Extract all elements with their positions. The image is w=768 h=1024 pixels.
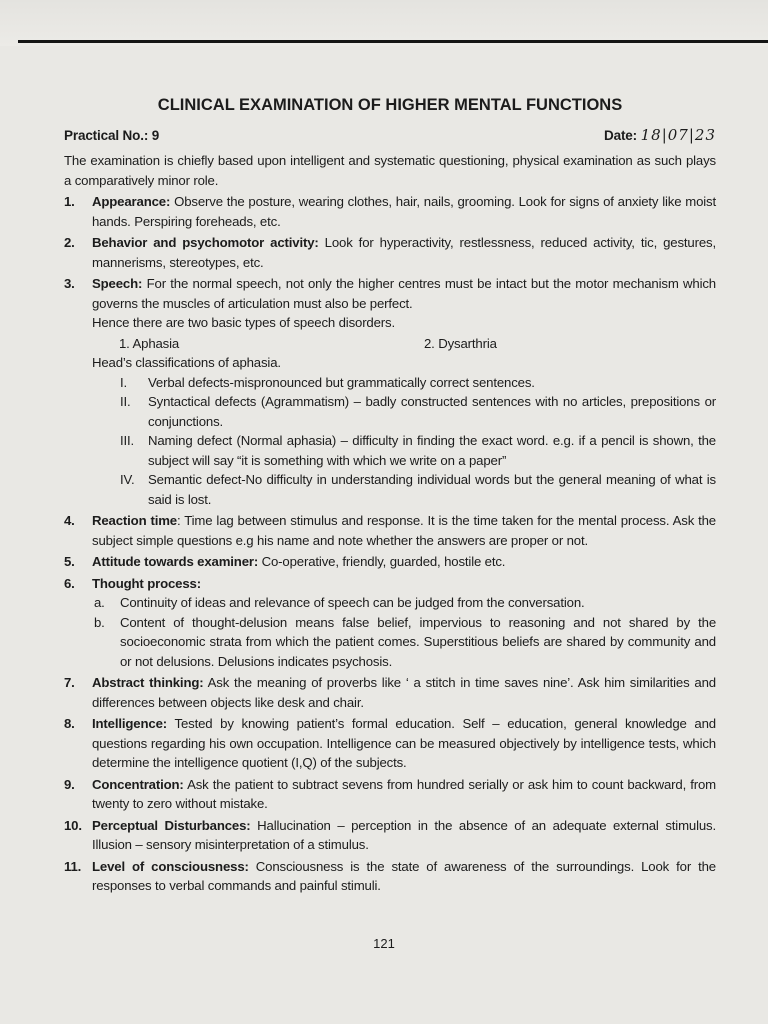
- sub-item-text: Syntactical defects (Agrammatism) – badly constructed sentences with no articles, prepositions or conjunctions.: [148, 394, 716, 429]
- list-item: [64, 511, 716, 550]
- item-number: 4.: [64, 513, 75, 528]
- speech-disorder-types: [119, 334, 716, 354]
- meta-row: [64, 126, 716, 146]
- item-number: 1.: [64, 194, 75, 209]
- roman-numeral: I.: [120, 374, 128, 390]
- list-item: [64, 857, 716, 896]
- sub-item-text: Continuity of ideas and relevance of speech can be judged from the conversation.: [120, 595, 585, 610]
- item-label: Concentration:: [92, 776, 184, 792]
- item-number: 10.: [64, 817, 82, 833]
- roman-numeral: III.: [120, 433, 135, 448]
- item-number: 9.: [64, 776, 75, 792]
- item-label: Attitude towards examiner:: [92, 554, 259, 569]
- handwritten-date: 18|07|23: [640, 125, 716, 144]
- type-aphasia: 1. Aphasia: [119, 335, 180, 351]
- sub-letter: b.: [94, 614, 105, 630]
- sub-list-item: [92, 613, 716, 672]
- sub-letter: a.: [94, 595, 105, 610]
- list-item: [64, 714, 716, 773]
- examination-list: [64, 192, 716, 896]
- item-text: : Time lag between stimulus and response. It is the time taken for the mental process. Ask the subject simple questions e.g his name and note whether the answers are proper or not.: [92, 513, 716, 548]
- list-item: [64, 233, 716, 272]
- list-item: [64, 192, 716, 231]
- intro-paragraph: The examination is chiefly based upon intelligent and systematic questioning, physical examination as such plays a comparatively minor role.: [64, 153, 716, 188]
- roman-numeral: II.: [120, 394, 131, 409]
- item-label: Speech:: [92, 276, 143, 291]
- item-text: Hallucination – perception in the absence of an adequate external stimulus. Illusion – sensory misinterpretation of a stimulus.: [92, 817, 717, 852]
- sub-list-item: [92, 392, 716, 431]
- item-label: Thought process:: [92, 575, 201, 591]
- page-number: 121: [373, 936, 395, 951]
- item-number: 8.: [64, 716, 75, 731]
- item-label: Abstract thinking:: [92, 675, 204, 690]
- list-item: [64, 816, 716, 855]
- document-page: [64, 96, 716, 898]
- item-number: 11.: [64, 858, 82, 874]
- sub-list-item: [92, 470, 716, 509]
- item-number: 3.: [64, 276, 75, 291]
- sub-item-text: Verbal defects-mispronounced but grammatically correct sentences.: [148, 374, 535, 390]
- date-label: Date:: [604, 127, 638, 143]
- item-text: Consciousness is the state of awareness of the surroundings. Look for the responses to verbal commands and painful stimuli.: [92, 858, 716, 893]
- item-text: For the normal speech, not only the higher centres must be intact but the motor mechanism which governs the muscles of articulation must also be perfect.: [92, 276, 716, 311]
- item-number: 7.: [64, 675, 75, 690]
- item-label: Appearance:: [92, 194, 171, 209]
- item-text: Tested by knowing patient’s formal education. Self – education, general knowledge and questions regarding his own occupation. Intelligence can be measured objectively by intelligence tests, which determine the intelligence quotient (I,Q) of the subjects.: [92, 716, 716, 770]
- type-dysarthria: 2. Dysarthria: [424, 335, 497, 351]
- practical-number: Practical No.: 9: [64, 127, 160, 143]
- item-number: 5.: [64, 554, 75, 569]
- sub-item-text: Naming defect (Normal aphasia) – difficulty in finding the exact word. e.g. if a pencil is shown, the subject will say “it is something with which we write on a paper”: [148, 433, 716, 468]
- item-label: Level of consciousness:: [92, 858, 249, 874]
- item-number: 6.: [64, 575, 75, 591]
- page-top-rule: [18, 40, 768, 43]
- item-label: Perceptual Disturbances:: [92, 817, 251, 833]
- page-title: CLINICAL EXAMINATION OF HIGHER MENTAL FUNCTIONS: [157, 96, 623, 114]
- sub-item-text: Semantic defect-No difficulty in understanding individual words but the general meaning of what is said is lost.: [148, 472, 716, 507]
- item-label: Intelligence:: [92, 716, 167, 731]
- speech-disorder-intro: Hence there are two basic types of speech disorders.: [92, 315, 396, 330]
- item-text: Ask the meaning of proverbs like ‘ a stitch in time saves nine’. Ask him similarities and differences between objects like desk and chair.: [92, 675, 716, 710]
- list-item: [64, 574, 716, 672]
- sub-list-item: [92, 373, 716, 393]
- item-number: 2.: [64, 235, 75, 250]
- sub-item-text: Content of thought-delusion means false belief, impervious to reasoning and not shared by the socioeconomic strata from which the patient comes. Superstitious beliefs are shared by community and or not delusions. Delusions indicates psychosis.: [120, 614, 716, 669]
- list-item: [64, 274, 716, 509]
- roman-numeral: IV.: [120, 472, 135, 487]
- thought-process-list: [92, 593, 716, 671]
- item-text: Observe the posture, wearing clothes, hair, nails, grooming. Look for signs of anxiety like moist hands. Perspiring foreheads, etc.: [92, 194, 716, 229]
- item-label: Reaction time: [92, 513, 177, 528]
- list-item: [64, 673, 716, 712]
- sub-list-item: [92, 593, 716, 613]
- list-item: [64, 775, 716, 814]
- item-label: Behavior and psychomotor activity:: [92, 235, 319, 250]
- item-text: Co-operative, friendly, guarded, hostile etc.: [258, 554, 506, 569]
- sub-list-item: [92, 431, 716, 470]
- item-text: Ask the patient to subtract sevens from hundred serially or ask him to count backward, from twenty to zero without mistake.: [92, 776, 716, 811]
- list-item: [64, 552, 716, 572]
- aphasia-classification-list: [92, 373, 716, 510]
- item-text: Look for hyperactivity, restlessness, reduced activity, tic, gestures, mannerisms, stereotypes, etc.: [92, 235, 716, 270]
- heads-classification-heading: Head’s classifications of aphasia.: [92, 355, 281, 370]
- date-field: [604, 126, 716, 146]
